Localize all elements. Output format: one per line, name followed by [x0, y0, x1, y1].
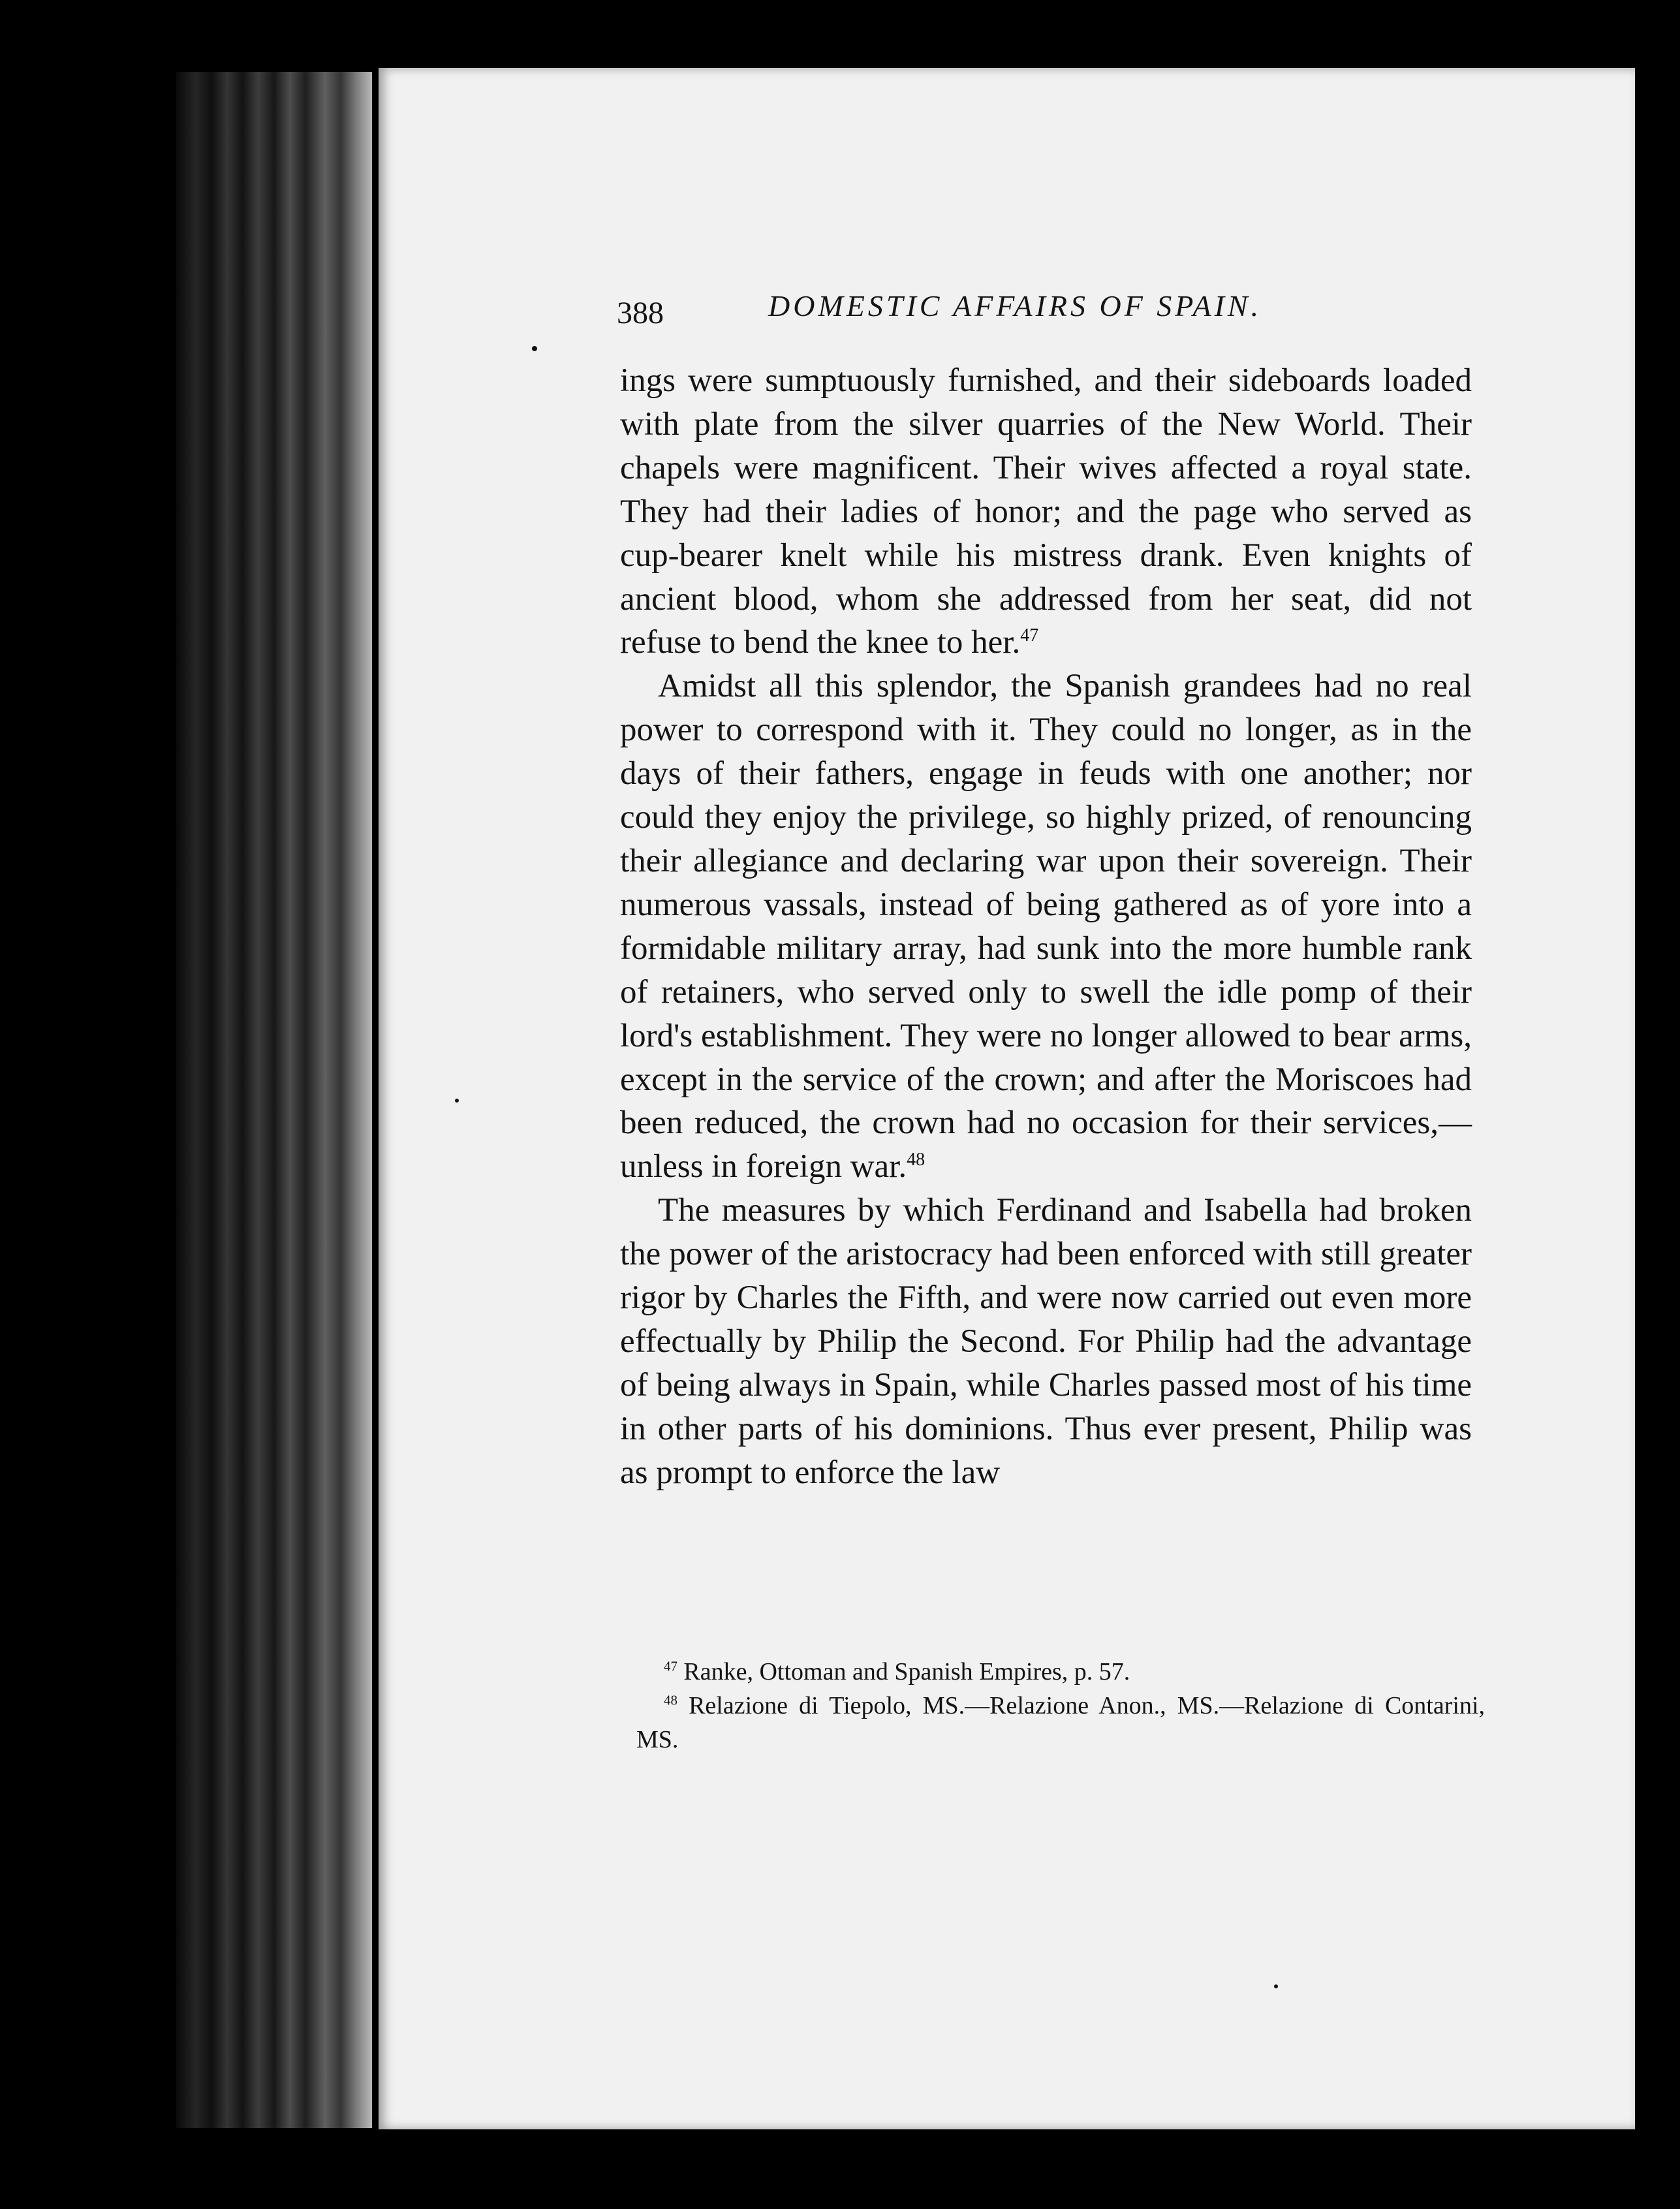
paragraph [620, 359, 1472, 665]
footnotes [636, 1655, 1485, 1757]
footnote-text: Ranke, Ottoman and Spanish Empires, p. 57. [683, 1658, 1130, 1685]
running-head [617, 286, 1478, 338]
footnote-ref: 48 [907, 1150, 926, 1170]
page-edges [176, 72, 372, 2128]
running-title: DOMESTIC AFFAIRS OF SPAIN. [768, 289, 1262, 322]
paragraph [620, 1189, 1472, 1494]
footnote-ref: 47 [1020, 625, 1039, 646]
right-margin-shadow [1635, 68, 1680, 2129]
footnote-number: 47 [664, 1658, 677, 1674]
dust-speck [532, 346, 537, 351]
footnote [636, 1689, 1485, 1757]
dust-speck [455, 1099, 459, 1103]
paragraph-text: Amidst all this splendor, the Spanish grandees had no real power to correspond with it. They could no longer, as in the days of their fathers, engage in feuds with one another; nor could they enjoy the privilege, so highly prized, of renouncing their allegiance and declaring war upon their sovereign. Their numerous vassals, instead of being gathered as of yore into a formidable military array, had sunk into the more humble rank of retainers, who served only to swell the idle pomp of their lord's establishment. They were no longer allowed to bear arms, except in the service of the crown; and after the Moriscoes had been reduced, the crown had no occasion for their services,—unless in foreign war. [620, 668, 1472, 1185]
paragraph [620, 665, 1472, 1189]
paragraph-text: ings were sumptuously furnished, and their sideboards loaded with plate from the silver quarries of the New World. Their chapels were magnificent. Their wives affected a royal state. They had their ladies of honor; and the page who served as cup-bearer knelt while his mistress drank. Even knights of ancient blood, whom she addressed from her seat, did not refuse to bend the knee to her. [620, 362, 1472, 661]
body-text [620, 359, 1472, 1495]
footnote-number: 48 [664, 1692, 677, 1708]
dust-speck [1274, 1984, 1278, 1988]
footnote [636, 1655, 1485, 1689]
page-number: 388 [617, 296, 664, 330]
paragraph-text: The measures by which Ferdinand and Isabella had broken the power of the aristocracy had been enforced with still greater rigor by Charles the Fifth, and were now carried out even more effectually by Philip the Second. For Philip had the advantage of being always in Spain, while Charles passed most of his time in other parts of his dominions. Thus ever present, Philip was as prompt to enforce the law [620, 1192, 1472, 1491]
footnote-text: Relazione di Tiepolo, MS.—Relazione Anon., MS.—Relazione di Contarini, MS. [636, 1692, 1486, 1753]
